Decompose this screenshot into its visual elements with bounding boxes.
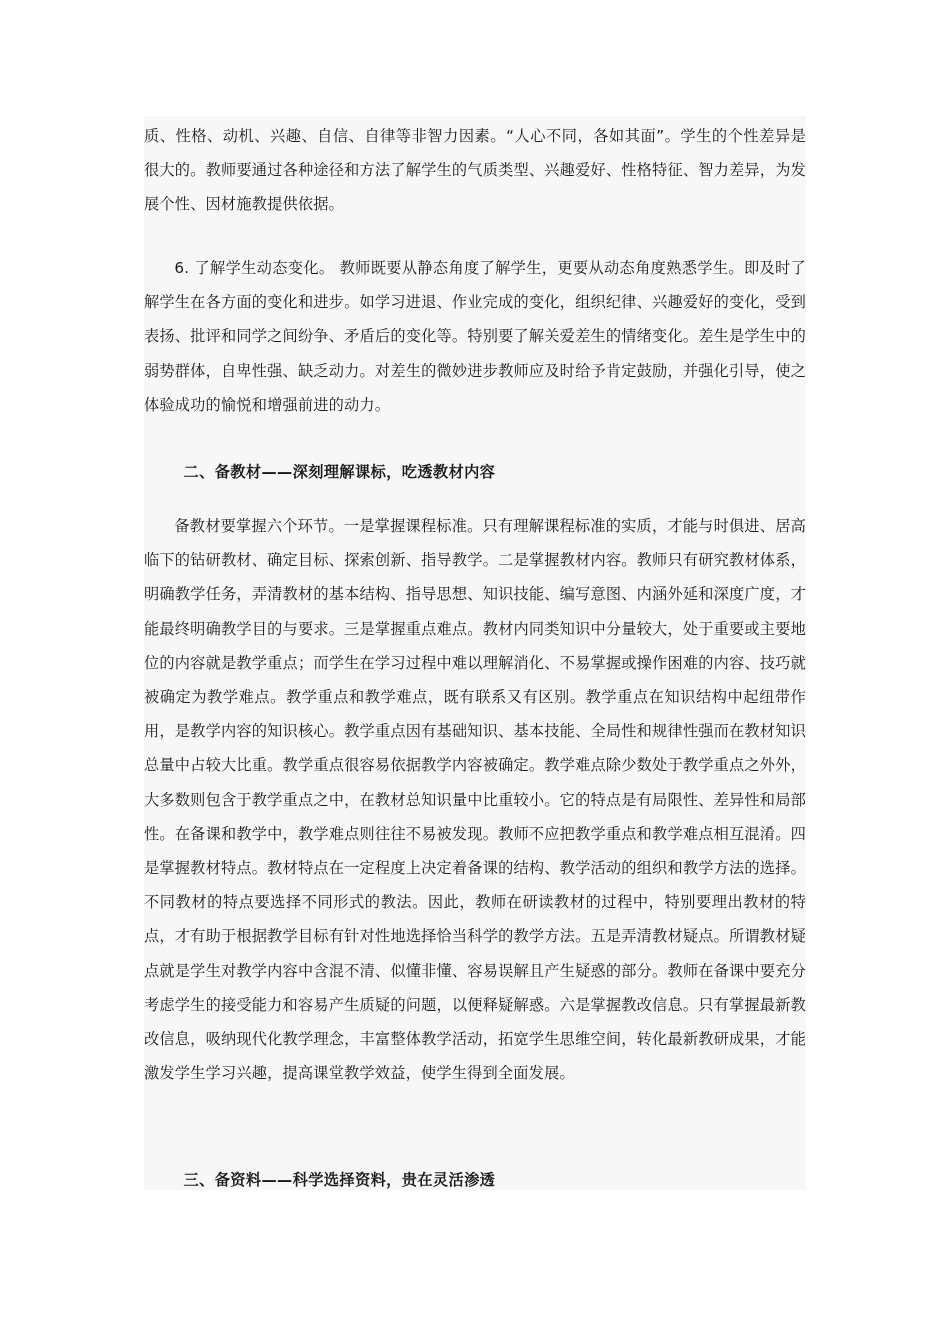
paragraph-textbook-preparation: 备教材要掌握六个环节。一是掌握课程标准。只有理解课程标准的实质，才能与时俱进、居高临下的钻研教材、确定目标、探索创新、指导教学。二是掌握教材内容。教师只有研究教材体系，明确教学任务，弄清教材的基本结构、指导思想、知识技能、编写意图、内涵外延和深度广度，才能最终明确教学目的与要求。三是掌握重点难点。教材内同类知识中分量较大，处于重要或主要地位的内容就是教学重点；而学生在学习过程中难以理解消化、不易掌握或操作困难的内容、技巧就被确定为教学难点。教学重点和教学难点，既有联系又有区别。教学重点在知识结构中起纽带作用，是教学内容的知识核心。教学重点因有基础知识、基本技能、全局性和规律性强而在教材知识总量中占较大比重。教学重点很容易依据教学内容被确定。教学难点除少数处于教学重点之外外，大多数则包含于教学重点之中，在教材总知识量中比重较小。它的特点是有局限性、差异性和局部性。在备课和教学中，教学难点则往往不易被发现。教师不应把教学重点和教学难点相互混淆。四是掌握教材特点。教材特点在一定程度上决定着备课的结构、教学活动的组织和教学方法的选择。不同教材的特点要选择不同形式的教法。因此，教师在研读教材的过程中，特别要理出教材的特点，才有助于根据教学目标有针对性地选择恰当科学的教学方法。五是弄清教材疑点。所谓教材疑点就是学生对教学内容中含混不清、似懂非懂、容易误解且产生疑惑的部分。教师在备课中要充分考虑学生的接受能力和容易产生质疑的问题，以便释疑解惑。六是掌握教改信息。只有掌握最新教改信息，吸纳现代化教学理念，丰富整体教学活动，拓宽学生思维空间，转化最新教研成果，才能激发学生学习兴趣，提高课堂教学效益，使学生得到全面发展。: [144, 517, 806, 1083]
paragraph-personality-differences: 质、性格、动机、兴趣、自信、自律等非智力因素。“人心不同，各如其面”。学生的个性差异是很大的。教师要通过各种途径和方法了解学生的气质类型、兴趣爱好、性格特征、智力差异，为发展个性、因材施教提供依据。: [144, 127, 806, 214]
section-heading-materials: 三、备资料——科学选择资料，贵在灵活渗透: [183, 1171, 496, 1189]
section-heading-textbook: 二、备教材——深刻理解课标，吃透教材内容: [183, 463, 496, 481]
paragraph-dynamic-changes: 6. 了解学生动态变化。 教师既要从静态角度了解学生，更要从动态角度熟悉学生。即及时了解学生在各方面的变化和进步。如学习进退、作业完成的变化，组织纪律、兴趣爱好的变化，受到表扬、批评和同学之间纷争、矛盾后的变化等。特别要了解关爱差生的情绪变化。差生是学生中的弱势群体，自卑性强、缺乏动力。对差生的微妙进步教师应及时给予肯定鼓励，并强化引导，使之体验成功的愉悦和增强前进的动力。: [144, 259, 806, 414]
